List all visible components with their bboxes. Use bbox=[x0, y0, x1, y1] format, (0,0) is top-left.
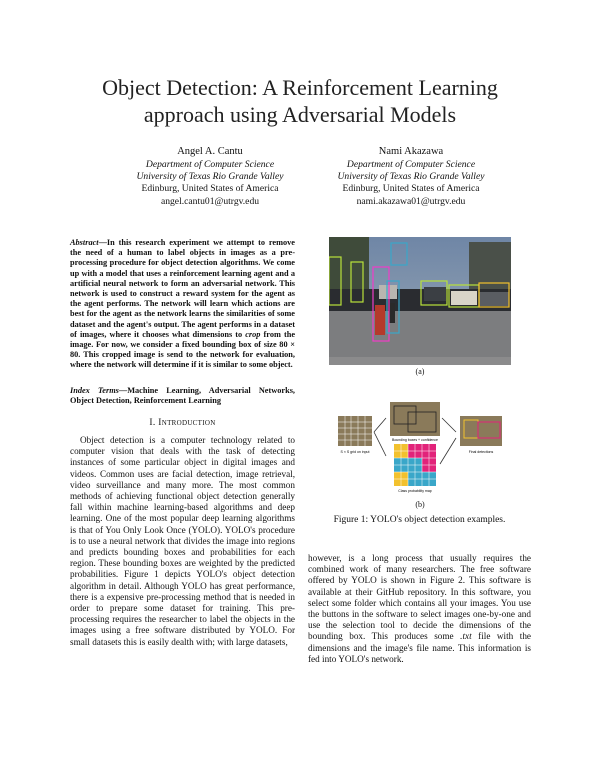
arrow bbox=[440, 438, 456, 464]
arrow bbox=[374, 418, 386, 432]
section-title: Introduction bbox=[158, 418, 216, 428]
abstract-crop: crop bbox=[245, 329, 261, 339]
author-dept: Department of Computer Science bbox=[346, 159, 476, 170]
title-line-1: Object Detection: A Reinforcement Learning bbox=[102, 75, 498, 100]
prob-label: Class probability map bbox=[398, 489, 432, 493]
right-column bbox=[308, 553, 531, 665]
right-text-b: file with the dimensions and the image's file name. This information is fed into YOLO's network. bbox=[308, 631, 532, 664]
photo-person bbox=[389, 303, 395, 323]
abstract-label: Abstract bbox=[70, 238, 99, 247]
photo-car bbox=[379, 285, 397, 299]
author-email: nami.akazawa01@utrgv.edu bbox=[356, 195, 466, 207]
photo-person bbox=[375, 305, 385, 335]
figure-a-photo bbox=[329, 237, 511, 365]
arrow bbox=[374, 432, 386, 456]
intro-column bbox=[70, 435, 295, 648]
figure-caption: Figure 1: YOLO's object detection examples. bbox=[333, 515, 506, 525]
photo-car bbox=[451, 291, 477, 305]
abstract bbox=[70, 238, 295, 371]
author-name: Nami Akazawa bbox=[378, 146, 444, 157]
section-heading bbox=[70, 418, 295, 428]
arrow bbox=[442, 418, 456, 432]
author-univ: University of Texas Rio Grande Valley bbox=[337, 171, 485, 183]
index-terms-text: —Machine Learning, Adversarial Networks, Object Detection, Reinforcement Learning bbox=[70, 386, 295, 406]
photo-car bbox=[479, 292, 509, 306]
input-image bbox=[338, 416, 372, 446]
author-name: Angel A. Cantu bbox=[177, 146, 243, 157]
paper-title bbox=[40, 74, 560, 128]
title-line-2: approach using Adversarial Models bbox=[143, 102, 457, 127]
input-label: S × S grid on input bbox=[340, 450, 370, 454]
photo-street bbox=[329, 305, 511, 365]
figure-b-diagram bbox=[330, 398, 520, 494]
bbox-image bbox=[390, 402, 440, 436]
index-terms-label: Index Terms bbox=[70, 386, 119, 395]
author-email: angel.cantu01@utrgv.edu bbox=[160, 195, 260, 207]
right-paragraph bbox=[308, 553, 531, 665]
author-block-1 bbox=[95, 145, 325, 208]
abstract-text-2: from the image. For now, we consider a fixed bounding box of size 80 × 80. This cropped image is send to the network for evaluation, where the network will determine if it is similar to some object. bbox=[70, 329, 296, 370]
author-dept: Department of Computer Science bbox=[145, 159, 275, 170]
right-text-a: however, is a long process that usually requires the combined work of many researchers. The free software offered by YOLO is shown in Figure 2. This software is available at their GitHub repository. In this software, you select some folder which contains all your images. You use the buttons in the software to select images one-by-one and use the selection tool to decide the dimensions of the bounding box. This produces some bbox=[308, 553, 531, 642]
figure-b-label: (b) bbox=[415, 500, 425, 509]
output-label: Final detections bbox=[468, 450, 494, 454]
author-block-2 bbox=[296, 145, 526, 208]
abstract-text: —In this research experiment we attempt to remove the need of a human to label objects in images as a pre-processing procedure for object detection algorithms. We come up with a model that uses a reinforcement learning agent and a artificial neural network to form an adversarial network. This network is used to construct a reward system for the agent as the agent performs. The network will learn which actions are best for the agent as the network learns the similarities of some dataset and the agent's output. The agent performs in a dataset of images, where it chooses what dimensions to bbox=[70, 238, 295, 339]
photo-car bbox=[424, 287, 446, 301]
file-extension: .txt bbox=[460, 631, 472, 642]
bbox-label: Bounding boxes + confidence bbox=[391, 438, 439, 442]
figure-a-label: (a) bbox=[415, 367, 425, 376]
photo-crosswalk bbox=[329, 357, 511, 365]
section-number: I. bbox=[149, 418, 156, 428]
index-terms bbox=[70, 386, 295, 406]
author-univ: University of Texas Rio Grande Valley bbox=[136, 171, 284, 183]
author-location: Edinburg, United States of America bbox=[141, 183, 279, 195]
intro-paragraph: Object detection is a computer technology related to computer vision that deals with the task of detecting instances of some particular object in digital images and videos. Common uses are facial detection, image retrieval, video surveillance and many more. The most common methods of achieving functional object detection generally fall within machine learning-based algorithms and deep learning. One of the most popular deep learning algorithms is that of You Only Look Once (YOLO). YOLO's procedure is to use a neural network that divides the image into regions and predicts bounding boxes and probabilities for each region. These bounding boxes are weighted by the predicted probabilities. Figure 1 depicts YOLO's object detection algorithm in detail. Although YOLO has great performance, there is a expensive pre-processing method that is needed in order to prepare some dataset for training. This pre-processing requires the researcher to label the objects in the images using a free software distributed by YOLO. For small datasets this is easily dealth with; with large datasets, bbox=[70, 435, 295, 647]
author-location: Edinburg, United States of America bbox=[342, 183, 480, 195]
